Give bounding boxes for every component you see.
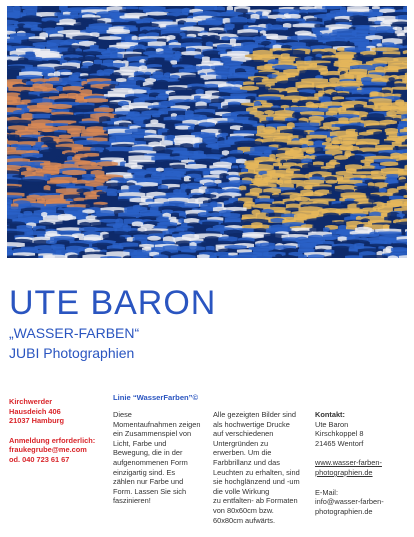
water-ripple xyxy=(45,123,68,126)
water-ripple xyxy=(373,108,391,111)
water-ripple xyxy=(116,78,126,82)
water-ripple xyxy=(316,32,323,37)
water-ripple xyxy=(197,254,210,258)
water-ripple xyxy=(18,179,45,185)
water-ripple xyxy=(167,35,176,40)
water-reflection-photo xyxy=(7,6,407,258)
water-ripple xyxy=(42,129,52,133)
water-ripple xyxy=(85,180,104,184)
description-line: Bewegung, die in der xyxy=(113,448,183,458)
water-ripple xyxy=(82,174,95,178)
water-ripple xyxy=(401,204,407,209)
water-ripple xyxy=(83,84,91,88)
water-ripple xyxy=(149,54,172,57)
water-ripple xyxy=(46,240,57,244)
venue-line: Hausdeich 406 xyxy=(9,406,61,416)
venue-block xyxy=(9,397,109,465)
prints-line: 60x80cm aufwärts. xyxy=(213,515,276,525)
website-link[interactable]: www.wasser-farben- xyxy=(315,458,382,468)
water-ripple xyxy=(178,218,184,223)
water-ripple xyxy=(332,246,350,250)
water-ripple xyxy=(210,212,221,217)
water-ripple xyxy=(223,213,240,217)
prints-line: Untergründen zu xyxy=(213,438,269,448)
water-ripple xyxy=(155,80,167,85)
water-ripple xyxy=(308,254,325,258)
water-ripple xyxy=(32,114,52,119)
water-ripple xyxy=(379,188,387,193)
prints-line: erwerben. Um die xyxy=(213,448,272,458)
water-ripple xyxy=(185,189,191,193)
water-ripple xyxy=(345,255,363,258)
water-ripple xyxy=(239,164,245,168)
water-ripple xyxy=(323,227,330,232)
water-ripple xyxy=(237,32,263,36)
water-ripple xyxy=(306,149,315,154)
water-ripple xyxy=(286,14,301,19)
water-ripple xyxy=(363,255,388,258)
water-ripple xyxy=(335,164,347,168)
prints-line: Farbbrillanz und das xyxy=(213,457,280,467)
water-ripple xyxy=(391,24,407,27)
water-ripple xyxy=(371,47,398,51)
registration-label: Anmeldung erforderlich: xyxy=(9,435,96,445)
water-ripple xyxy=(79,237,103,240)
water-ripple xyxy=(170,60,177,64)
water-ripple xyxy=(162,179,182,184)
water-ripple xyxy=(61,72,73,75)
email-link[interactable]: photographien.de xyxy=(315,506,373,516)
water-ripple xyxy=(322,6,342,9)
water-ripple xyxy=(130,198,148,203)
prints-line: auf verschiedenen xyxy=(213,429,274,439)
water-ripple xyxy=(264,110,274,115)
prints-block xyxy=(213,410,305,525)
water-ripple xyxy=(179,38,203,42)
description-line: Licht, Farbe und xyxy=(113,438,167,448)
water-ripple xyxy=(392,87,407,90)
description-line: aufgenommenen Form xyxy=(113,457,188,467)
water-ripple xyxy=(323,236,336,240)
water-ripple xyxy=(198,212,211,217)
artist-name: UTE BARON xyxy=(9,284,217,322)
water-ripple xyxy=(205,236,219,241)
water-ripple xyxy=(7,66,25,69)
water-ripple xyxy=(329,189,343,194)
water-ripple xyxy=(294,197,310,202)
water-ripple xyxy=(257,65,275,70)
description-line: Form. Lassen Sie sich xyxy=(113,486,187,496)
prints-line: sie hochglänzend und -um xyxy=(213,477,300,487)
water-ripple xyxy=(84,153,99,157)
water-ripple xyxy=(326,137,332,142)
description-line: ein Zusammenspiel von xyxy=(113,429,192,439)
water-ripple xyxy=(252,254,272,258)
description-line: einzigartig sind. Es xyxy=(113,467,176,477)
water-ripple xyxy=(252,6,278,10)
exhibit-title: „WASSER-FARBEN“ xyxy=(9,325,140,341)
water-ripple xyxy=(326,180,337,184)
prints-line: von 80x60cm bzw. xyxy=(213,505,274,515)
water-ripple xyxy=(378,231,402,235)
water-ripple xyxy=(371,170,383,175)
prints-line: Leuchten zu erhalten, sind xyxy=(213,467,300,477)
water-ripple xyxy=(225,245,247,249)
water-ripple xyxy=(353,234,380,237)
water-ripple xyxy=(156,168,164,172)
email-link[interactable]: info@wasser-farben- xyxy=(315,497,384,507)
water-ripple xyxy=(131,256,151,258)
water-ripple xyxy=(146,12,169,16)
water-ripple xyxy=(43,255,68,258)
water-ripple xyxy=(119,116,131,120)
prints-line: die volle Wirkung xyxy=(213,486,270,496)
contact-line: Ute Baron xyxy=(315,419,349,429)
venue-line: 21037 Hamburg xyxy=(9,416,65,426)
water-ripple xyxy=(391,243,407,248)
water-ripple xyxy=(380,162,399,167)
description-line: faszinieren! xyxy=(113,496,151,506)
water-ripple xyxy=(152,113,161,117)
water-ripple xyxy=(49,104,72,109)
water-ripple xyxy=(59,135,71,139)
water-ripple xyxy=(331,140,340,144)
contact-line: Kirschkoppel 8 xyxy=(315,429,364,439)
water-ripple xyxy=(116,236,125,241)
description-block xyxy=(113,410,205,506)
water-ripple xyxy=(227,30,239,33)
exhibit-subtitle: JUBI Photographien xyxy=(9,345,135,361)
venue-line: Kirchwerder xyxy=(9,397,53,406)
water-ripple xyxy=(206,42,213,47)
prints-line: als hochwertige Drucke xyxy=(213,419,290,429)
water-ripple xyxy=(7,195,22,199)
series-title: Linie “WasserFarben”© xyxy=(113,393,199,402)
water-ripple xyxy=(146,32,159,37)
website-link[interactable]: photographien.de xyxy=(315,467,373,477)
water-ripple xyxy=(113,224,122,228)
water-ripple xyxy=(389,77,395,81)
water-ripple xyxy=(334,155,348,160)
water-ripple xyxy=(295,122,320,126)
water-ripple xyxy=(267,74,277,78)
water-ripple xyxy=(95,228,117,232)
water-ripple xyxy=(179,69,195,73)
description-line: Momentaufnahmen zeigen xyxy=(113,419,201,429)
water-reflection-image xyxy=(7,6,407,258)
water-ripple xyxy=(147,236,160,241)
water-ripple xyxy=(62,170,86,175)
water-ripple xyxy=(135,138,162,142)
email-label: E-Mail: xyxy=(315,487,338,497)
prints-line: zu entfalten- ab Formaten xyxy=(213,496,298,506)
water-ripple xyxy=(211,65,229,69)
prints-line: Alle gezeigten Bilder sind xyxy=(213,410,296,419)
contact-line: 21465 Wentorf xyxy=(315,438,364,448)
water-ripple xyxy=(98,36,121,40)
contact-block xyxy=(315,410,410,516)
water-ripple xyxy=(26,167,36,171)
registration-email[interactable]: fraukegrube@me.com xyxy=(9,445,87,455)
description-line: Diese xyxy=(113,410,132,419)
description-line: zählen nur Farbe und xyxy=(113,477,184,487)
water-ripple xyxy=(128,89,147,94)
water-ripple xyxy=(11,60,39,65)
water-ripple xyxy=(309,227,325,231)
water-ripple xyxy=(314,24,323,28)
water-ripple xyxy=(266,117,274,121)
water-ripple xyxy=(156,96,167,101)
water-ripple xyxy=(361,117,373,121)
registration-phone: od. 040 723 61 67 xyxy=(9,454,70,464)
contact-label: Kontakt: xyxy=(315,410,345,419)
water-ripple xyxy=(90,222,106,226)
water-ripple xyxy=(200,66,211,70)
